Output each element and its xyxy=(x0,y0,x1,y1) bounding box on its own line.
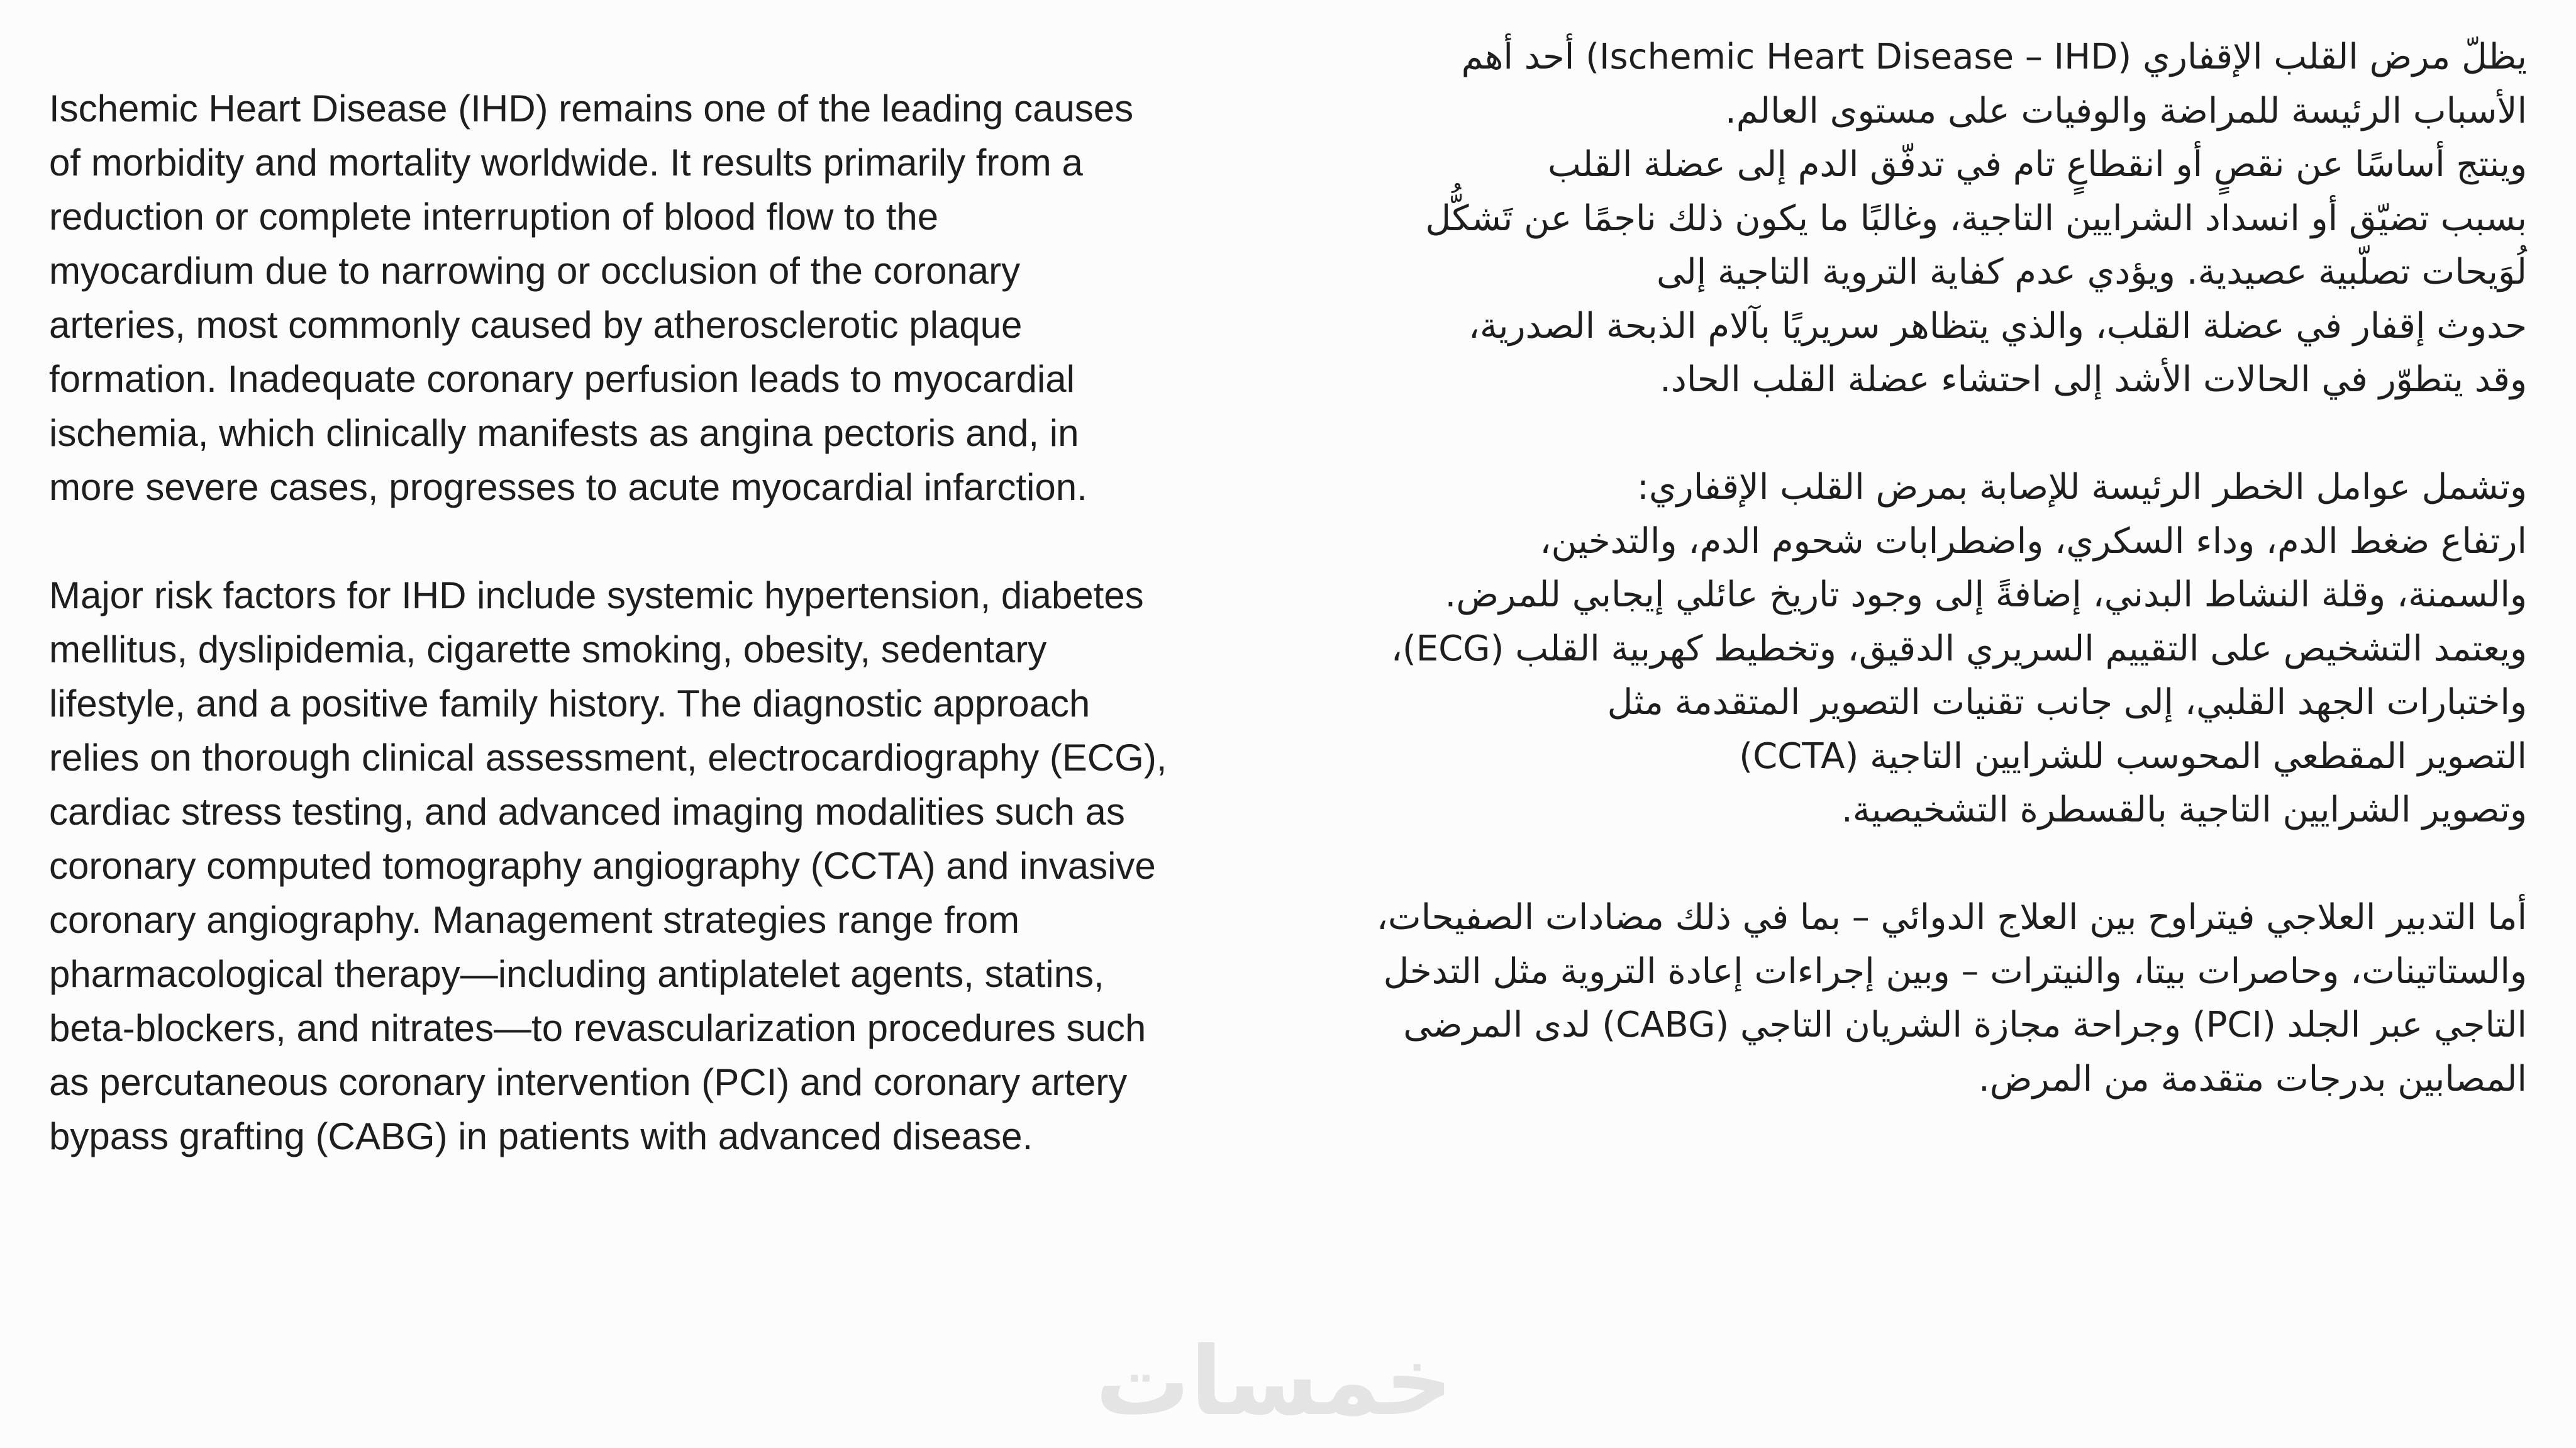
text-line: ischemia, which clinically manifests as angina pectoris and, in xyxy=(49,412,1079,454)
text-line: mellitus, dyslipidemia, cigarette smoking, obesity, sedentary xyxy=(49,628,1047,671)
text-line: أما التدبير العلاجي فيتراوح بين العلاج الدوائي – بما في ذلك مضادات الصفيحات، xyxy=(1376,897,2527,938)
text-line: وقد يتطوّر في الحالات الأشد إلى احتشاء عضلة القلب الحاد. xyxy=(1660,359,2527,400)
english-paragraph2 xyxy=(49,569,1275,1164)
paragraph-gap xyxy=(1332,837,2527,891)
text-line: والسمنة، وقلة النشاط البدني، إضافةً إلى وجود تاريخ عائلي إيجابي للمرض. xyxy=(1445,574,2527,615)
text-line: وتشمل عوامل الخطر الرئيسة للإصابة بمرض القلب الإقفاري: xyxy=(1636,467,2527,508)
paragraph-gap xyxy=(49,515,1275,569)
text-line: الأسباب الرئيسة للمراضة والوفيات على مستوى العالم. xyxy=(1724,90,2527,131)
text-line: وتصوير الشرايين التاجية بالقسطرة التشخيصية. xyxy=(1841,789,2527,830)
text-line: واختبارات الجهد القلبي، إلى جانب تقنيات التصوير المتقدمة مثل xyxy=(1607,682,2527,723)
text-line: Major risk factors for IHD include systemic hypertension, diabetes xyxy=(49,574,1144,616)
arabic-text-column xyxy=(1332,30,2527,1106)
text-line: myocardium due to narrowing or occlusion of the coronary xyxy=(49,250,1021,292)
text-line: arteries, most commonly caused by atherosclerotic plaque xyxy=(49,304,1023,346)
text-line: more severe cases, progresses to acute myocardial infarction. xyxy=(49,466,1087,508)
english-paragraph1 xyxy=(49,82,1275,515)
text-line: cardiac stress testing, and advanced imaging modalities such as xyxy=(49,791,1125,833)
text-line: beta-blockers, and nitrates—to revascularization procedures such xyxy=(49,1007,1146,1049)
text-line: والستاتينات، وحاصرات بيتا، والنيترات – وبين إجراءات إعادة التروية مثل التدخل xyxy=(1383,950,2527,992)
text-line: bypass grafting (CABG) in patients with advanced disease. xyxy=(49,1115,1033,1157)
text-line: ويعتمد التشخيص على التقييم السريري الدقيق، وتخطيط كهربية القلب (ECG)، xyxy=(1391,628,2527,669)
text-line: of morbidity and mortality worldwide. It results primarily from a xyxy=(49,142,1083,184)
text-line: حدوث إقفار في عضلة القلب، والذي يتظاهر سريريًا بآلام الذبحة الصدرية، xyxy=(1468,305,2527,347)
text-line: ارتفاع ضغط الدم، وداء السكري، واضطرابات شحوم الدم، والتدخين، xyxy=(1540,520,2527,562)
text-line: pharmacological therapy—including antiplatelet agents, statins, xyxy=(49,953,1104,995)
text-line: relies on thorough clinical assessment, electrocardiography (ECG), xyxy=(49,737,1167,779)
paragraph-gap xyxy=(1332,407,2527,461)
arabic-paragraph1 xyxy=(1332,30,2527,407)
text-line: formation. Inadequate coronary perfusion leads to myocardial xyxy=(49,358,1075,400)
text-line: lifestyle, and a positive family history. The diagnostic approach xyxy=(49,682,1091,725)
text-line: بسبب تضيّق أو انسداد الشرايين التاجية، وغالبًا ما يكون ذلك ناجمًا عن تَشكُّل xyxy=(1425,198,2527,239)
khamsat-watermark-logo: خمسات xyxy=(1095,1327,1453,1437)
text-line: وينتج أساسًا عن نقصٍ أو انقطاعٍ تام في تدفّق الدم إلى عضلة القلب xyxy=(1548,144,2527,185)
text-line: coronary computed tomography angiography (CCTA) and invasive xyxy=(49,845,1156,887)
text-line: لُوَيحات تصلّبية عصيدية. ويؤدي عدم كفاية التروية التاجية إلى xyxy=(1656,252,2527,292)
arabic-paragraph3 xyxy=(1332,891,2527,1106)
english-text-column xyxy=(49,82,1275,1164)
text-line: التصوير المقطعي المحوسب للشرايين التاجية (CCTA) xyxy=(1739,735,2527,777)
text-line: التاجي عبر الجلد (PCI) وجراحة مجازة الشريان التاجي (CABG) لدى المرضى xyxy=(1403,1005,2527,1045)
arabic-paragraph2 xyxy=(1332,460,2527,837)
text-line: المصابين بدرجات متقدمة من المرض. xyxy=(1978,1058,2527,1100)
text-line: Ischemic Heart Disease (IHD) remains one of the leading causes xyxy=(49,87,1134,130)
text-line: reduction or complete interruption of blood flow to the xyxy=(49,196,939,238)
text-line: as percutaneous coronary intervention (PCI) and coronary artery xyxy=(49,1061,1128,1103)
text-line: coronary angiography. Management strategies range from xyxy=(49,899,1020,941)
text-line: يظلّ مرض القلب الإقفاري (Ischemic Heart Disease – IHD) أحد أهم xyxy=(1461,36,2527,77)
